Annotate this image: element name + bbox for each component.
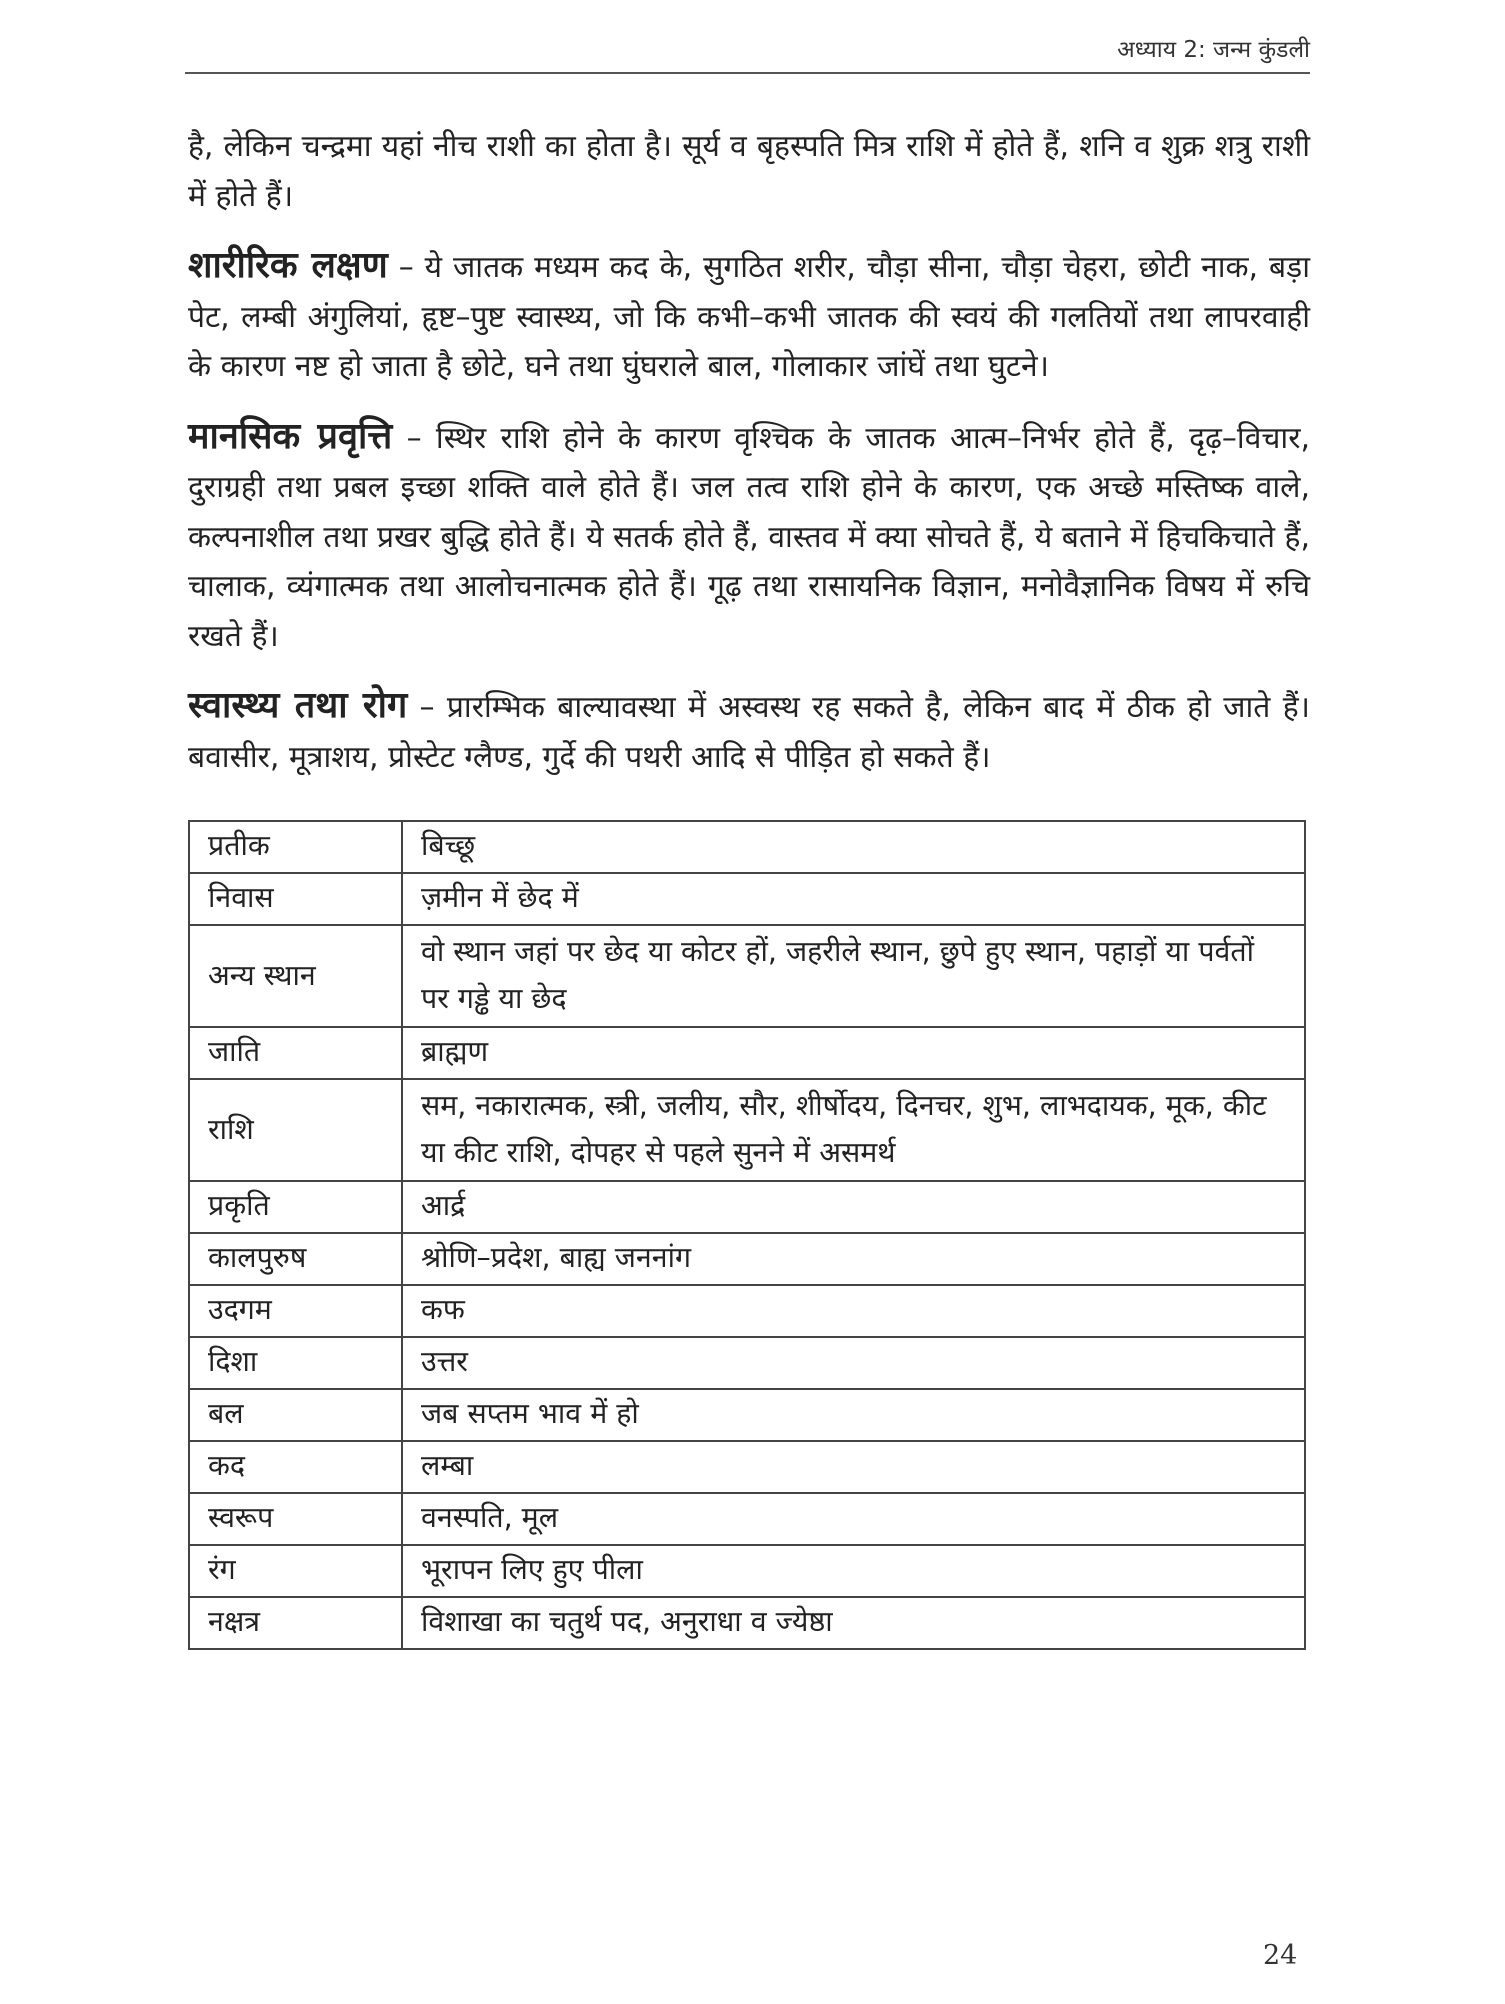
table-row	[189, 1441, 1305, 1493]
table-row	[189, 1493, 1305, 1545]
row-value: ब्राह्मण	[402, 1027, 1305, 1079]
table-row	[189, 1027, 1305, 1079]
row-value: वो स्थान जहां पर छेद या कोटर हों, जहरीले स्थान, छुपे हुए स्थान, पहाड़ों या पर्वतों पर गड्ढे या छेद	[402, 925, 1305, 1027]
row-label: कद	[189, 1441, 402, 1493]
page-number: 24	[1263, 1940, 1298, 1971]
row-label: दिशा	[189, 1337, 402, 1389]
row-label: जाति	[189, 1027, 402, 1079]
row-label: उदगम	[189, 1285, 402, 1337]
row-value: भूरापन लिए हुए पीला	[402, 1545, 1305, 1597]
row-label: प्रकृति	[189, 1181, 402, 1233]
row-label: राशि	[189, 1079, 402, 1181]
table-row	[189, 1597, 1305, 1649]
row-label: प्रतीक	[189, 821, 402, 873]
section-heading-mental-tendency: मानसिक प्रवृत्ति	[188, 415, 393, 457]
table-row	[189, 1389, 1305, 1441]
row-value: वनस्पति, मूल	[402, 1493, 1305, 1545]
sign-attributes-table	[188, 820, 1306, 1650]
table-row	[189, 925, 1305, 1027]
row-label: निवास	[189, 873, 402, 925]
row-value: लम्बा	[402, 1441, 1305, 1493]
row-value: विशाखा का चतुर्थ पद, अनुराधा व ज्येष्ठा	[402, 1597, 1305, 1649]
paragraph-continuation	[188, 122, 1310, 221]
paragraph-mental-tendency	[188, 412, 1310, 662]
running-header	[185, 30, 1310, 74]
page-content	[188, 122, 1310, 1650]
table-row	[189, 1079, 1305, 1181]
row-label: स्वरूप	[189, 1493, 402, 1545]
row-label: नक्षत्र	[189, 1597, 402, 1649]
table-row	[189, 1181, 1305, 1233]
row-value: आर्द्र	[402, 1181, 1305, 1233]
table-row	[189, 1337, 1305, 1389]
paragraph-text: है, लेकिन चन्द्रमा यहां नीच राशी का होता है। सूर्य व बृहस्पति मित्र राशि में होते हैं, शनि व शुक्र शत्रु राशी में होते हैं।	[188, 129, 1310, 214]
row-label: रंग	[189, 1545, 402, 1597]
table-row	[189, 1545, 1305, 1597]
paragraph-physical-traits	[188, 241, 1310, 392]
row-label: बल	[189, 1389, 402, 1441]
table-row	[189, 1285, 1305, 1337]
chapter-title: अध्याय 2: जन्म कुंडली	[1117, 37, 1310, 63]
row-value: श्रोणि–प्रदेश, बाह्य जननांग	[402, 1233, 1305, 1285]
section-heading-physical-traits: शारीरिक लक्षण	[188, 245, 388, 286]
section-heading-health: स्वास्थ्य तथा रोग	[188, 685, 408, 726]
row-value: सम, नकारात्मक, स्त्री, जलीय, सौर, शीर्षोदय, दिनचर, शुभ, लाभदायक, मूक, कीट या कीट राशि, दोपहर से पहले सुनने में असमर्थ	[402, 1079, 1305, 1181]
paragraph-text: – ये जातक मध्यम कद के, सुगठित शरीर, चौड़ा सीना, चौड़ा चेहरा, छोटी नाक, बड़ा पेट, लम्बी अंगुलियां, हृष्ट–पुष्ट स्वास्थ्य, जो कि कभी–कभी जातक की स्वयं की गलतियों तथा लापरवाही के कारण नष्ट हो जाता है छोटे, घने तथा घुंघराले बाल, गोलाकार जांघें तथा घुटने।	[188, 250, 1310, 384]
row-value: उत्तर	[402, 1337, 1305, 1389]
row-value: ज़मीन में छेद में	[402, 873, 1305, 925]
paragraph-text: – स्थिर राशि होने के कारण वृश्चिक के जातक आत्म–निर्भर होते हैं, दृढ़–विचार, दुराग्रही तथा प्रबल इच्छा शक्ति वाले होते हैं। जल तत्व राशि होने के कारण, एक अच्छे मस्तिष्क वाले, कल्पनाशील तथा प्रखर बुद्धि होते हैं। ये सतर्क होते हैं, वास्तव में क्या सोचते हैं, ये बताने में हिचकिचाते हैं, चालाक, व्यंगात्मक तथा आलोचनात्मक होते हैं। गूढ़ तथा रासायनिक विज्ञान, मनोवैज्ञानिक विषय में रुचि रखते हैं।	[188, 420, 1311, 654]
row-label: कालपुरुष	[189, 1233, 402, 1285]
table-row	[189, 1233, 1305, 1285]
row-value: कफ	[402, 1285, 1305, 1337]
row-value: जब सप्तम भाव में हो	[402, 1389, 1305, 1441]
table-row	[189, 873, 1305, 925]
row-label: अन्य स्थान	[189, 925, 402, 1027]
paragraph-text: – प्रारम्भिक बाल्यावस्था में अस्वस्थ रह सकते है, लेकिन बाद में ठीक हो जाते हैं। बवासीर, मूत्राशय, प्रोस्टेट ग्लैण्ड, गुर्दे की पथरी आदि से पीड़ित हो सकते हैं।	[188, 690, 1311, 775]
row-value: बिच्छू	[402, 821, 1305, 873]
paragraph-health	[188, 681, 1310, 782]
table-row	[189, 821, 1305, 873]
